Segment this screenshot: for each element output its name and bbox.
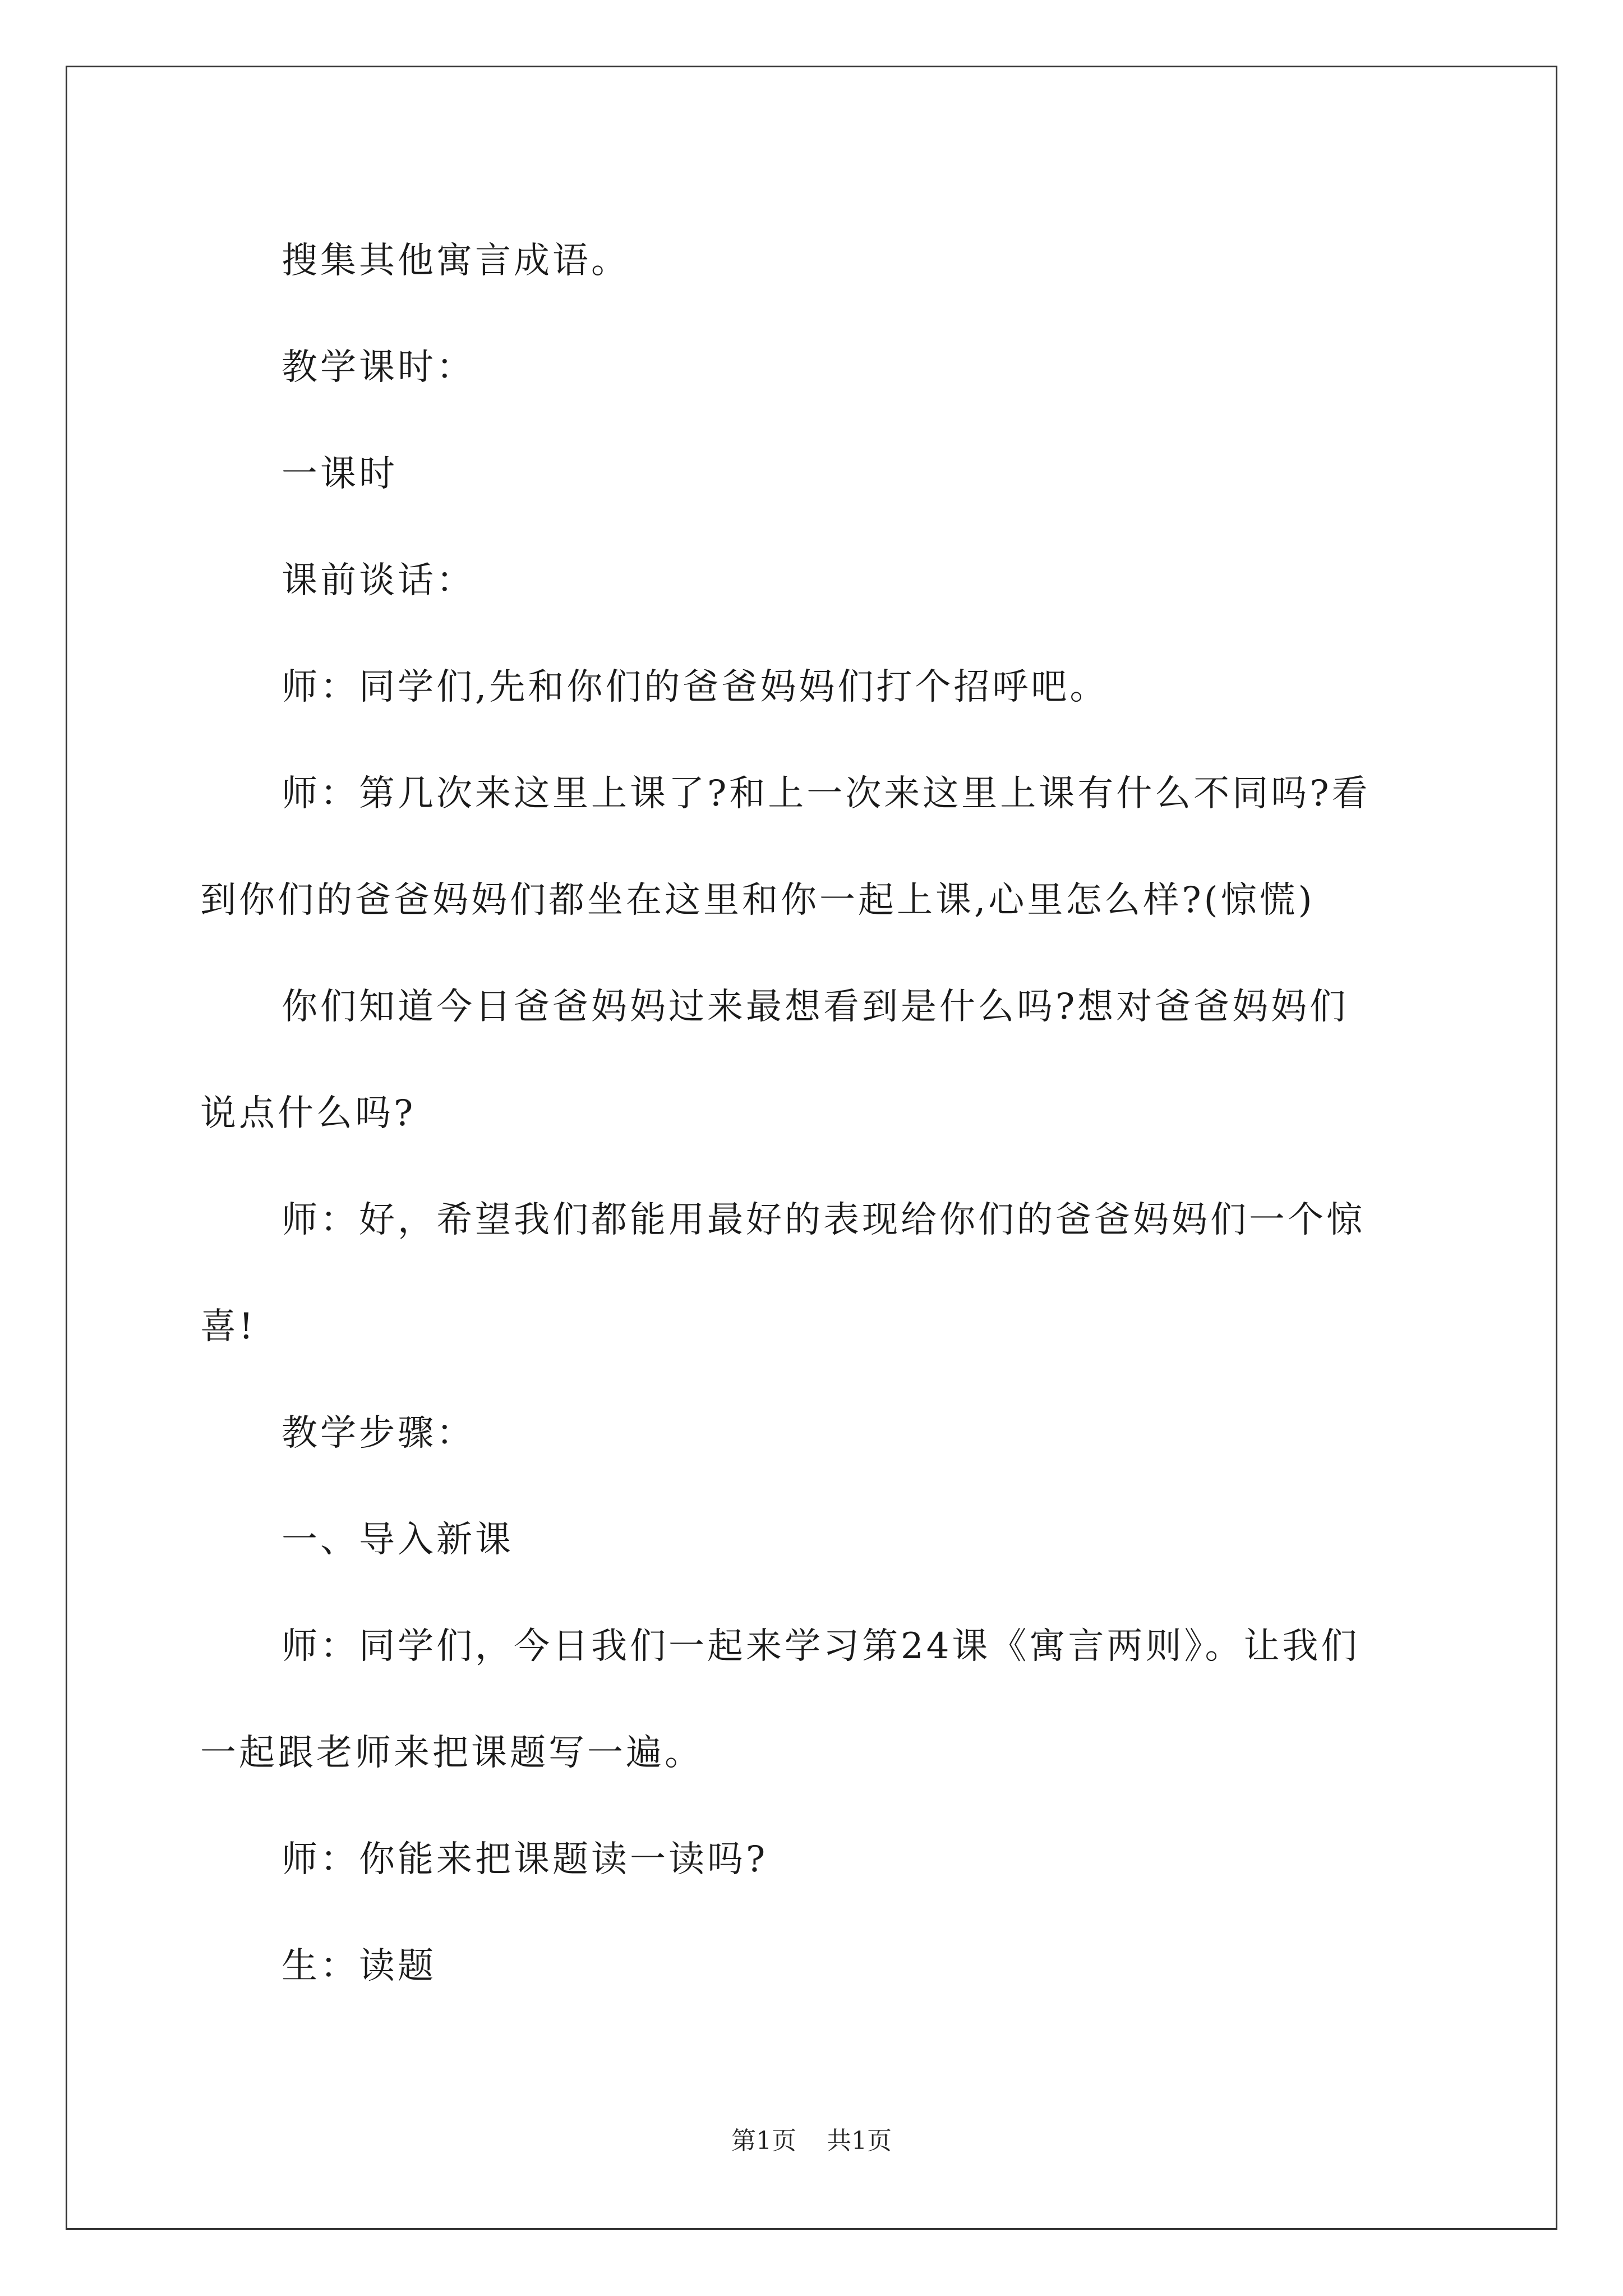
paragraph [200,208,1434,314]
paragraph-line: 课前谈话： [282,560,475,601]
paragraph-line: 一起跟老师来把课题写一遍。 [200,1732,703,1774]
paragraph [200,314,1434,421]
paragraph-line: 教学步骤： [282,1412,475,1454]
paragraph-line: 一课时 [282,453,398,495]
paragraph-line: 师：同学们，今日我们一起来学习第24课《寓言两则》。让我们 [282,1626,1360,1667]
paragraph [200,1487,1434,1593]
paragraph [200,954,1434,1167]
paragraph-line: 一、导入新课 [282,1519,514,1561]
paragraph-line: 生：读题 [282,1945,436,1987]
paragraph-line: 师：同学们,先和你们的爸爸妈妈们打个招呼吧。 [282,666,1109,708]
page-number-total: 共1页 [827,2127,892,2155]
paragraph [200,1167,1434,1380]
paragraph [200,527,1434,634]
paragraph-line: 喜! [200,1306,256,1347]
paragraph [200,1380,1434,1487]
paragraph-line: 搜集其他寓言成语。 [282,240,630,282]
paragraph [200,1913,1434,2019]
paragraph-line: 师：第几次来这里上课了?和上一次来这里上课有什么不同吗?看 [282,773,1371,815]
page-number-current: 第1页 [731,2127,796,2155]
paragraph-line: 说点什么吗? [200,1093,416,1134]
page-footer [0,2120,1623,2156]
paragraph-line: 师：好，希望我们都能用最好的表现给你们的爸爸妈妈们一个惊 [282,1199,1365,1241]
paragraph [200,634,1434,740]
paragraph-line: 你们知道今日爸爸妈妈过来最想看到是什么吗?想对爸爸妈妈们 [282,986,1349,1028]
paragraph-line: 教学课时： [282,347,475,388]
paragraph-line: 师：你能来把课题读一读吗? [282,1839,768,1880]
paragraph [200,740,1434,954]
paragraph [200,421,1434,527]
document-body [200,208,1434,2019]
paragraph-line: 到你们的爸爸妈妈们都坐在这里和你一起上课,心里怎么样?(惊慌) [200,880,1315,921]
paragraph [200,1806,1434,1913]
paragraph [200,1593,1434,1806]
